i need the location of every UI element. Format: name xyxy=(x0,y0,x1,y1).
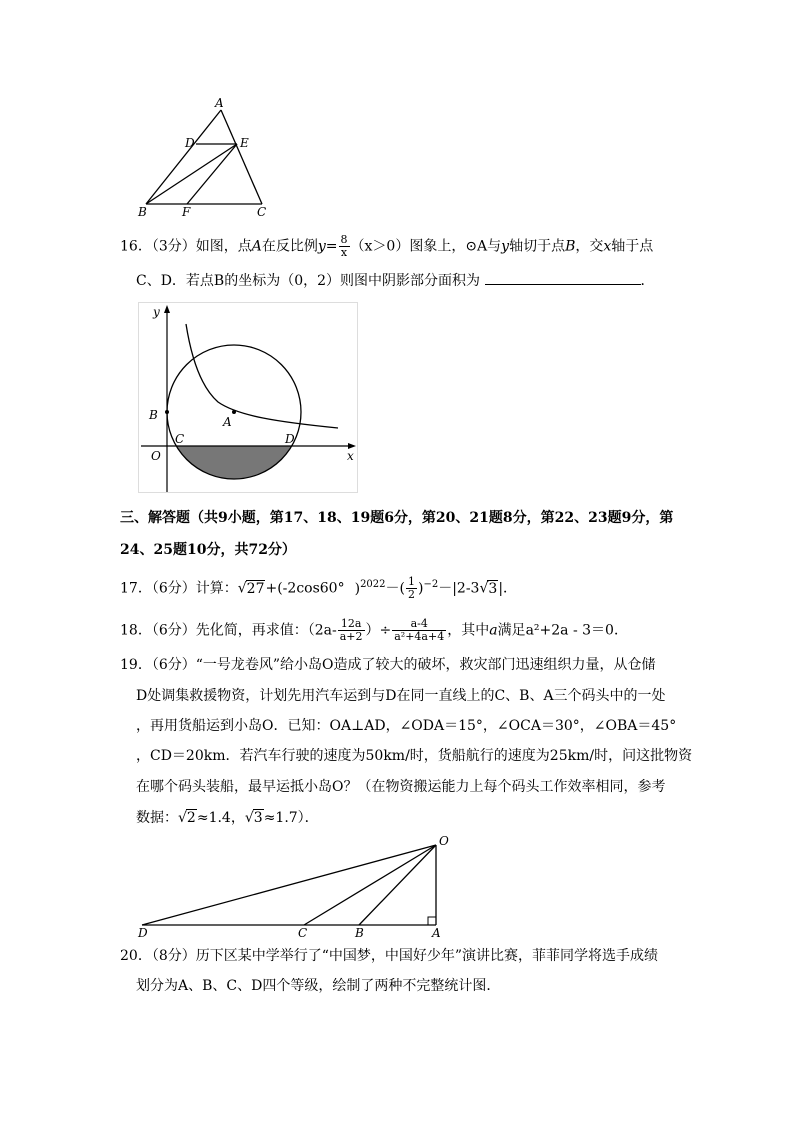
label-d: D xyxy=(185,136,195,150)
q19-text: 数据： xyxy=(136,810,178,826)
right-angle-mark xyxy=(428,917,436,925)
q18-text: ）÷ xyxy=(365,622,392,639)
sqrt-sign: √ xyxy=(244,810,254,826)
q16-text: 在反比例 xyxy=(261,238,318,255)
q16-text: = xyxy=(325,238,338,255)
q17-frac-den: 2 xyxy=(407,588,415,602)
segment-fe xyxy=(187,144,237,204)
q19-radicand: 2 xyxy=(186,810,196,826)
q16-point-b: B xyxy=(565,238,576,255)
label-y: y xyxy=(153,305,160,319)
q16-text: ，交 xyxy=(575,238,604,255)
island-route-figure xyxy=(134,832,454,940)
q18-frac-den: a²+4a+4 xyxy=(394,630,445,643)
label-a: A xyxy=(223,415,232,429)
section-3-heading-cont: 24、25题10分，共72分） xyxy=(120,542,296,558)
answer-blank[interactable] xyxy=(485,270,641,285)
q16-var-y: y xyxy=(501,238,510,255)
q16-var-y: y xyxy=(317,238,326,255)
segment-ab xyxy=(146,110,221,204)
q19-text: ≈1.4， xyxy=(196,810,245,826)
q18-text: ，其中 xyxy=(447,622,490,639)
label-o: O xyxy=(151,449,161,463)
q19-line3: ，再用货船运到小岛O．已知：OA⊥AD，∠ODA＝15°，∠OCA＝30°，∠OBA＝45° xyxy=(136,718,677,734)
q18-text: 满足 xyxy=(497,622,526,639)
q16-frac-num: 8 xyxy=(340,233,348,246)
label-c: C xyxy=(257,205,267,219)
q16-text: ． xyxy=(640,273,655,289)
q19-line4: ，CD＝20km．若汽车行驶的速度为50km/时，货船航行的速度为25km/时，问这批物资 xyxy=(136,748,693,764)
q18 xyxy=(120,618,690,643)
point-b-dot xyxy=(165,410,169,414)
q17-text: －( xyxy=(385,580,405,597)
q19-line1: 19．（6分）“一号龙卷风”给小岛O造成了较大的破坏，救灾部门迅速组织力量，从仓储 xyxy=(120,657,656,673)
q20-line2: 划分为A、B、C、D四个等级，绘制了两种不完整统计图． xyxy=(136,978,501,994)
label-c: C xyxy=(175,432,185,446)
q18-text: 18．（6分）先化简，再求值：（2a- xyxy=(120,622,337,639)
q19-text: ≈1.7）． xyxy=(263,810,319,826)
q17-radicand: 27 xyxy=(246,580,265,597)
label-x: x xyxy=(347,449,354,463)
label-d: D xyxy=(285,432,295,446)
q17-frac-num: 1 xyxy=(407,575,415,589)
label-d: D xyxy=(138,926,148,940)
q19-line5: 在哪个码头装船，最早运抵小岛O？（在物资搬运能力上每个码头工作效率相同，参考 xyxy=(136,779,666,795)
q16-line2 xyxy=(136,270,706,291)
label-a: A xyxy=(215,96,224,110)
q17-text: +(-2cos60° xyxy=(265,580,345,597)
q17-fraction xyxy=(406,576,417,601)
sqrt-sign: √ xyxy=(237,580,247,597)
q16-var-x: x xyxy=(603,238,612,255)
triangle-figure xyxy=(134,96,274,220)
q16-text: 16．（3分）如图，点 xyxy=(120,238,252,255)
q18-fraction-2 xyxy=(392,618,446,643)
q18-frac-den: a+2 xyxy=(339,630,363,643)
q16-frac-den: x xyxy=(340,246,348,259)
q17-exponent: −2 xyxy=(423,579,439,590)
q16-point-a: A xyxy=(251,238,262,255)
q16-text: （x＞0）图象上，⊙A与 xyxy=(350,238,502,255)
label-b: B xyxy=(138,205,147,219)
q19-line6 xyxy=(136,808,706,828)
q18-frac-num: a-4 xyxy=(392,618,446,631)
q16-text: C、D．若点B的坐标为（0，2）则图中阴影部分面积为 xyxy=(136,273,481,289)
q18-var-a: a xyxy=(489,622,498,639)
q16-line1 xyxy=(120,234,690,259)
circle-hyperbola-figure xyxy=(138,302,360,496)
label-e: E xyxy=(240,136,249,150)
q18-fraction-1 xyxy=(338,618,365,643)
q17-radicand: 3 xyxy=(488,580,498,597)
label-c: C xyxy=(298,926,308,940)
q17 xyxy=(120,575,690,601)
section-3-heading: 三、解答题（共9小题，第17、18、19题6分，第20、21题8分，第22、23题9分，第 xyxy=(120,510,674,526)
q19-radicand: 3 xyxy=(253,810,263,826)
label-a: A xyxy=(432,926,441,940)
q20-line1: 20．（8分）历下区某中学举行了“中国梦，中国好少年”演讲比赛，菲菲同学将选手成绩 xyxy=(120,948,659,964)
segment-be xyxy=(146,144,237,204)
sqrt-sign: √ xyxy=(479,580,489,597)
hyperbola-curve xyxy=(186,324,338,428)
label-f: F xyxy=(182,205,191,219)
y-axis-arrow xyxy=(164,305,170,313)
q17-text: ) xyxy=(417,580,424,597)
q18-frac-num: 12a xyxy=(338,618,365,631)
q17-text: 17．（6分）计算： xyxy=(120,580,238,597)
q18-condition: a²+2a - 3＝0． xyxy=(525,622,628,639)
q17-text: |． xyxy=(498,580,518,597)
q16-fraction xyxy=(339,234,350,259)
label-o: O xyxy=(439,834,449,848)
q17-text: －|2-3 xyxy=(438,580,480,597)
q17-text: ) xyxy=(354,580,361,597)
q16-text: 轴切于点 xyxy=(509,238,566,255)
q16-text: 轴于点 xyxy=(611,238,654,255)
segment-od xyxy=(142,845,436,925)
label-b: B xyxy=(355,926,364,940)
sqrt-sign: √ xyxy=(178,810,187,826)
segment-ac xyxy=(221,110,262,204)
q19-line2: D处调集救援物资，计划先用汽车运到与D在同一直线上的C、B、A三个码头中的一处 xyxy=(136,688,666,704)
label-b: B xyxy=(149,408,158,422)
point-a-dot xyxy=(232,410,236,414)
q17-exponent: 2022 xyxy=(360,579,386,590)
